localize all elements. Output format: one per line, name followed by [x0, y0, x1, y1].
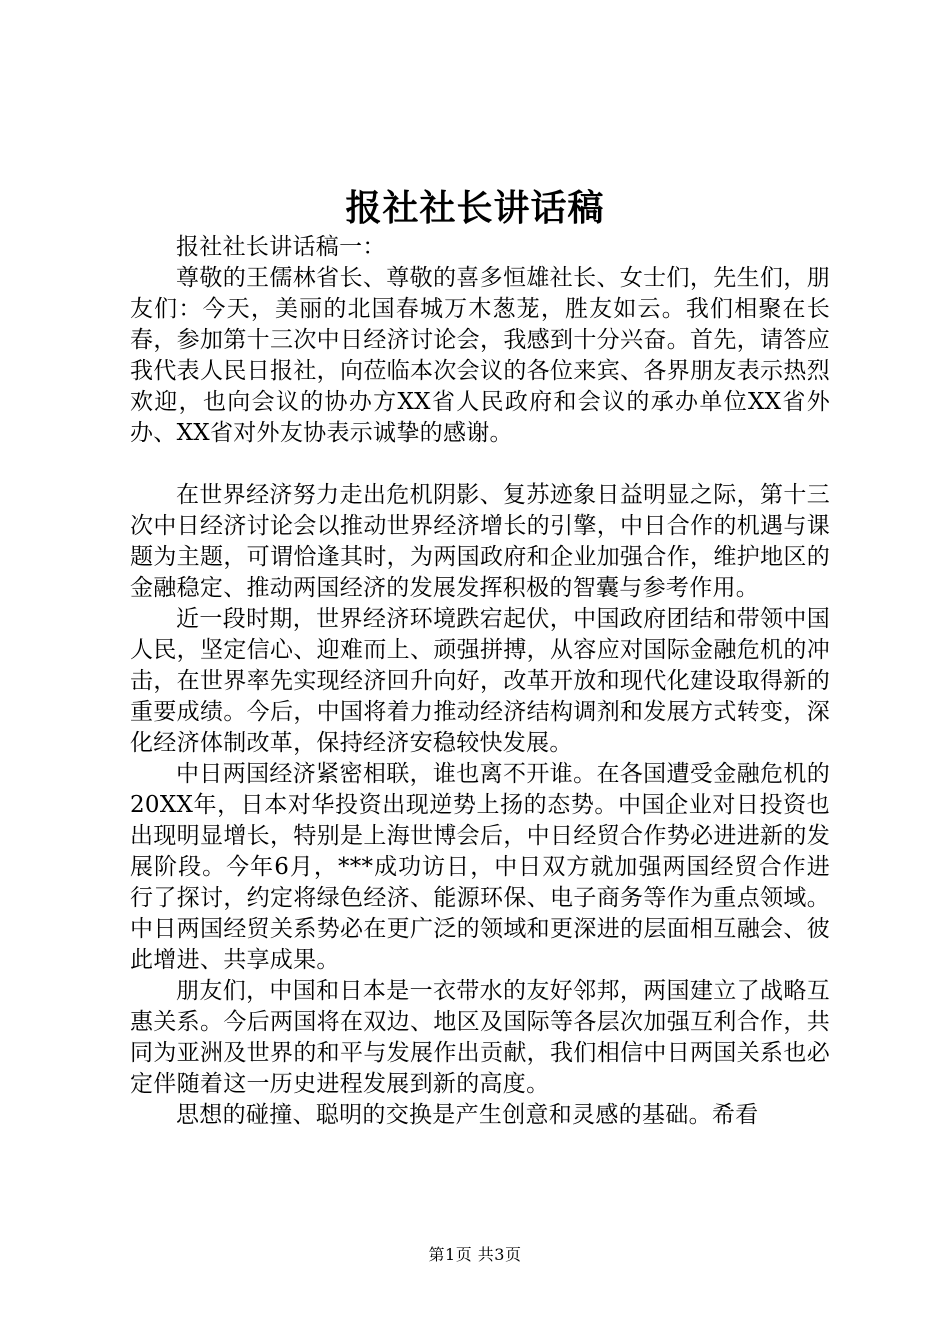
document-body [130, 232, 830, 1131]
paragraph: 朋友们，中国和日本是一衣带水的友好邻邦，两国建立了战略互惠关系。今后两国将在双边、地区及国际等各层次加强互利合作，共同为亚洲及世界的和平与发展作出贡献，我们相信中日两国关系也必定伴随着这一历史进程发展到新的高度。 [130, 978, 830, 1097]
paragraph-heading: 报社社长讲话稿一： [176, 234, 386, 260]
paragraph: 思想的碰撞、聪明的交换是产生创意和灵感的基础。希看 [176, 1102, 759, 1128]
paragraph: 中日两国经济紧密相联，谁也离不开谁。在各国遭受金融危机的20XX年，日本对华投资出现逆势上扬的态势。中国企业对日投资也出现明显增长，特别是上海世博会后，中日经贸合作势必进进新的发展阶段。今年6月，***成功访日，中日双方就加强两国经贸合作进行了探讨，约定将绿色经济、能源环保、电子商务等作为重点领域。中日两国经贸关系势必在更广泛的领域和更深进的层面相互融会、彼此增进、共享成果。 [130, 761, 830, 973]
page-number-footer: 第1页 共3页 [428, 1245, 522, 1264]
paragraph: 在世界经济努力走出危机阴影、复苏迹象日益明显之际，第十三次中日经济讨论会以推动世界经济增长的引擎，中日合作的机遇与课题为主题，可谓恰逢其时，为两国政府和企业加强合作，维护地区的金融稳定、推动两国经济的发展发挥积极的智囊与参考作用。 [130, 482, 830, 601]
document-title: 报社社长讲话稿 [345, 187, 605, 229]
paragraph: 近一段时期，世界经济环境跌宕起伏，中国政府团结和带领中国人民，坚定信心、迎难而上、顽强拼搏，从容应对国际金融危机的冲击，在世界率先实现经济回升向好，改革开放和现代化建设取得新的重要成绩。今后，中国将着力推动经济结构调剂和发展方式转变，深化经济体制改革，保持经济安稳较快发展。 [130, 606, 830, 756]
paragraph: 尊敬的王儒林省长、尊敬的喜多恒雄社长、女士们，先生们，朋友们：今天，美丽的北国春城万木葱茏，胜友如云。我们相聚在长春，参加第十三次中日经济讨论会，我感到十分兴奋。首先，请答应我代表人民日报社，向莅临本次会议的各位来宾、各界朋友表示热烈欢迎，也向会议的协办方XX省人民政府和会议的承办单位XX省外办、XX省对外友协表示诚挚的感谢。 [130, 265, 830, 446]
